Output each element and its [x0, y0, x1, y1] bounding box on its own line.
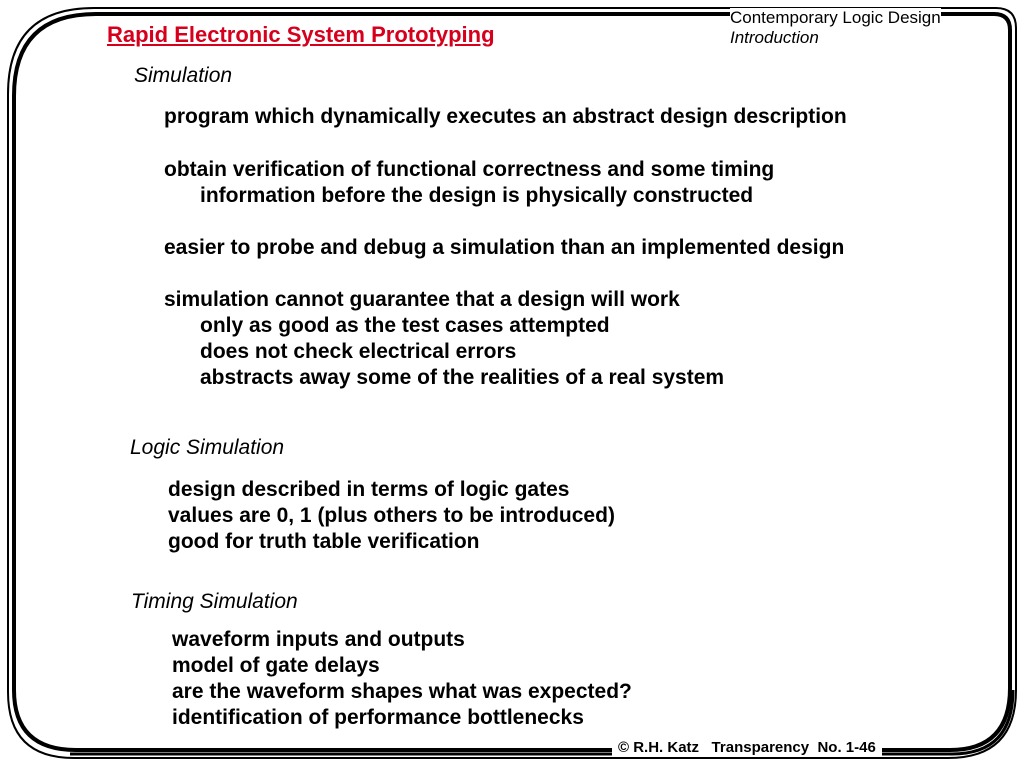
- logic-simulation-line: values are 0, 1 (plus others to be introduced): [168, 504, 615, 527]
- slide-title: Rapid Electronic System Prototyping: [107, 22, 495, 47]
- simulation-line: only as good as the test cases attempted: [200, 314, 610, 337]
- timing-simulation-line: waveform inputs and outputs: [172, 628, 465, 651]
- chapter-name: Introduction: [730, 28, 819, 47]
- course-name: Contemporary Logic Design: [730, 8, 941, 27]
- simulation-line: abstracts away some of the realities of a real system: [200, 366, 725, 389]
- timing-simulation-line: identification of performance bottlenecks: [172, 706, 584, 729]
- timing-simulation-line: are the waveform shapes what was expected?: [172, 680, 632, 703]
- logic-simulation-line: design described in terms of logic gates: [168, 478, 570, 501]
- simulation-line: program which dynamically executes an abstract design description: [164, 105, 847, 128]
- logic-simulation-line: good for truth table verification: [168, 530, 480, 553]
- simulation-line: obtain verification of functional correctness and some timing: [164, 158, 775, 181]
- simulation-line: easier to probe and debug a simulation than an implemented design: [164, 236, 845, 259]
- course-header: [730, 8, 941, 48]
- section-heading-simulation: Simulation: [134, 64, 233, 87]
- timing-simulation-line: model of gate delays: [172, 654, 380, 677]
- simulation-line: does not check electrical errors: [200, 340, 517, 363]
- section-heading-logic-simulation: Logic Simulation: [130, 436, 285, 459]
- simulation-line: simulation cannot guarantee that a design will work: [164, 288, 680, 311]
- footer-copyright: © R.H. Katz Transparency No. 1-46: [612, 739, 882, 756]
- section-heading-timing-simulation: Timing Simulation: [131, 590, 298, 613]
- simulation-line: information before the design is physically constructed: [200, 184, 754, 207]
